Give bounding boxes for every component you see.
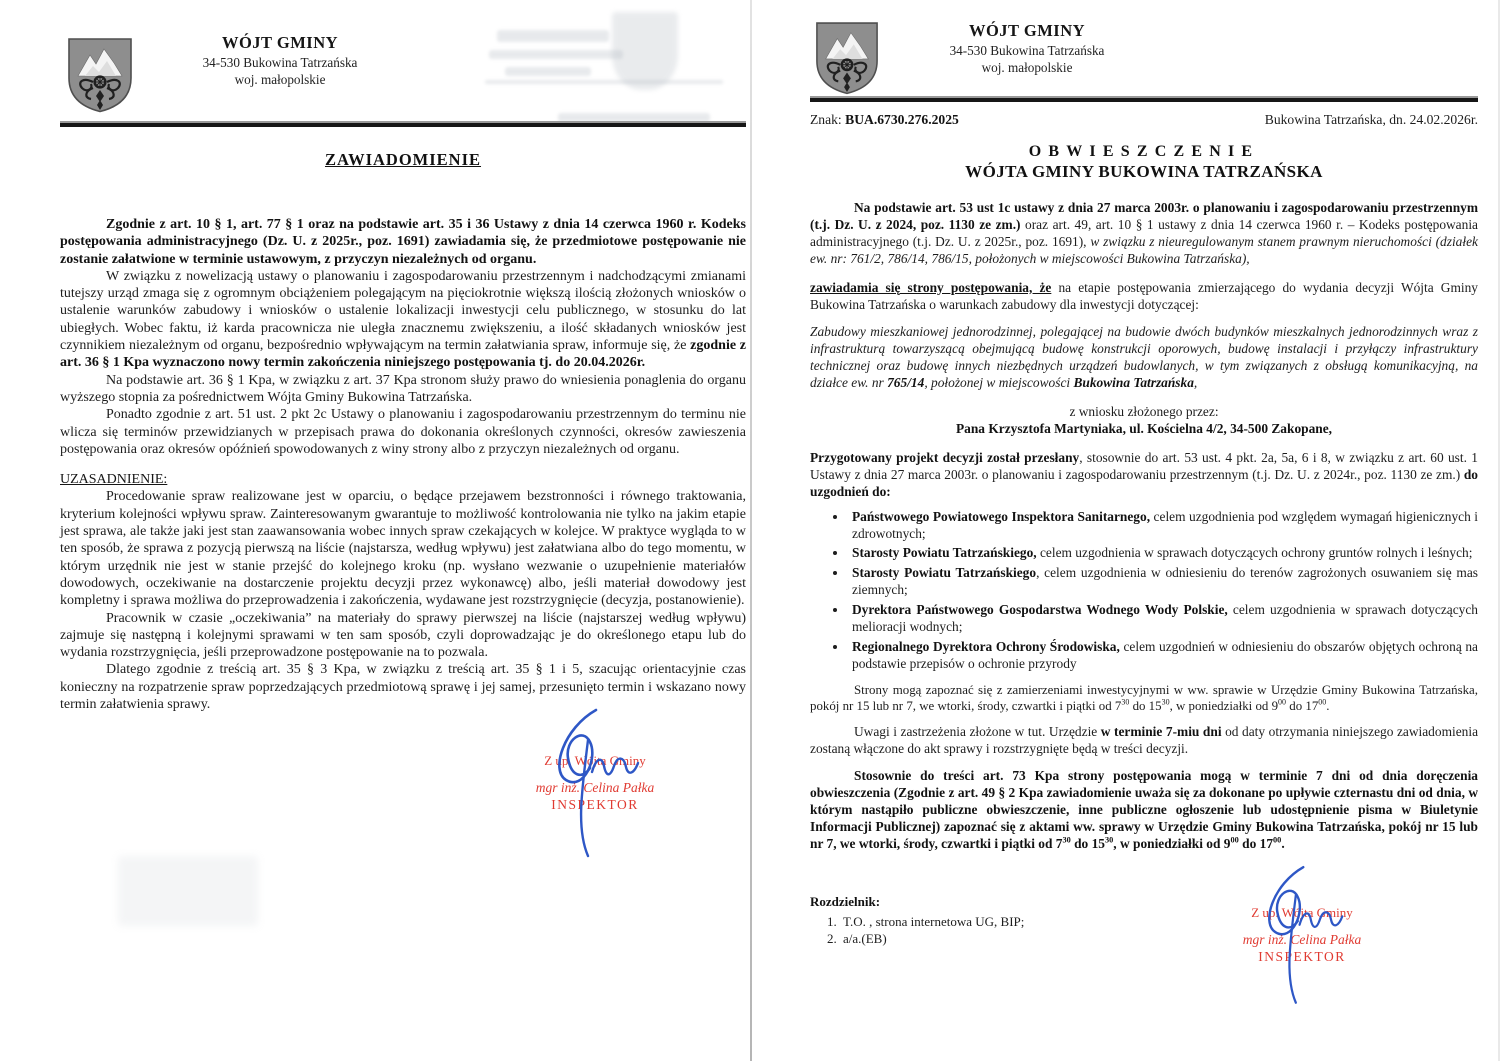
- document-title-line1: OBWIESZCZENIE: [1028, 143, 1260, 160]
- stamp-line-authority: Z up. Wójta Gminy: [544, 753, 646, 768]
- paragraph: Pracownik w czasie „oczekiwania” na materiały do sprawy pierwszej na liście (najstarszej według wpływu) zajmuje się następną i kolejnymi sprawami w ten sam sposób, czyli doprowadzając je do określonego etapu lub do wydania rozstrzygnięcia, jeśli przeprowadzone postępowanie na to pozwala.: [60, 610, 746, 661]
- agreement-list: [810, 509, 1478, 673]
- authority-address: 34-530 Bukowina Tatrzańska: [949, 42, 1105, 58]
- bleed-through-ghost: [497, 30, 609, 42]
- list-item: • Regionalnego Dyrektora Ochrony Środowiska, celem uzgodnień w odniesieniu do obszarów objętych ochroną na podstawie przepisów o ochronie przyrody: [848, 639, 1478, 673]
- letterhead: [140, 32, 420, 89]
- distribution-item: 2. a/a.(EB): [840, 930, 1210, 947]
- bleed-through-ghost: [118, 856, 258, 926]
- paragraph: W związku z nowelizacją ustawy o planowaniu i zagospodarowaniu przestrzennym i nadchodzącymi zmianami tutejszy urząd zmaga się z ogromnym obciążeniem polegającym na pięciokrotnie większą ilością złożonych wniosków o ustalenie warunków zabudowy i wniosków o ustalenie lokalizacji inwestycji celu publicznego, w stosunku do lat ubiegłych. Wobec faktu, iż karda pracownicza nie uległa znacznemu zwiększeniu, a ilość składanych wniosków jest czynnikiem niezależnym od organu, bezpośrednio wpływającym na termin załatwiania spraw, informuje się, że zgodnie z art. 36 § 1 Kpa wyznaczono nowy termin zakończenia niniejszego postępowania tj. do 20.04.2026r.: [60, 268, 746, 371]
- coat-of-arms-icon: [814, 20, 880, 96]
- place-and-date: Bukowina Tatrzańska, dn. 24.02.2026r.: [1264, 112, 1478, 127]
- bleed-through-ghost: [505, 67, 591, 76]
- applicant-name: Pana Krzysztofa Martyniaka, ul. Kościelna 4/2, 34-500 Zakopane,: [955, 420, 1333, 436]
- list-item: • Starosty Powiatu Tatrzańskiego, celem uzgodnienia w sprawach dotyczących ochrony gruntów rolnych i leśnych;: [848, 545, 1478, 562]
- bleed-through-ghost: [485, 80, 723, 84]
- paragraph: Na podstawie art. 53 ust 1c ustawy z dnia 27 marca 2003r. o planowaniu i zagospodarowaniu przestrzennym (t.j. Dz. U. z 2024, poz. 1130 ze zm.) oraz art. 49, art. 10 § 1 ustawy z dnia 14 czerwca 1960 r. – Kodeks postępowania administracyjnego (t.j. Dz. U. z 2025r., poz. 1691), w związku z nieuregulowanym stanem prawnym nieruchomości (działek ew. nr: 761/2, 786/14, 786/15, położonych w miejscowości Bukowina Tatrzańska),: [810, 200, 1478, 266]
- authority-name: WÓJT GMINY: [968, 21, 1086, 40]
- paragraph: Strony mogą zapoznać się z zamierzeniami inwestycyjnymi w ww. sprawie w Urzędzie Gminy Bukowina Tatrzańska, pokój nr 15 lub nr 7, we wtorki, środy, czwartki i piątki od $7^{30}$ do $15^{30}$, w poniedziałki od $9^{00}$ do $17^{00}$.: [810, 682, 1478, 713]
- stamp-line-name: mgr inż. Celina Pałka: [535, 780, 655, 795]
- bleed-through-ghost: [558, 113, 710, 122]
- paragraph: Dlatego zgodnie z treścią art. 35 § 3 Kpa, w związku z treścią art. 35 § 1 i 5, szacując orientacyjnie czas konieczny na rozpatrzenie spraw poprzedzających przedmiotową sprawę i jej samej, przesunięto termin i wskazano nowy termin załatwienia sprawy.: [60, 662, 746, 713]
- distribution-label: Rozdzielnik:: [810, 894, 881, 909]
- document-title-line2: WÓJTA GMINY BUKOWINA TATRZAŃSKA: [965, 162, 1323, 181]
- handwritten-signature: [530, 700, 670, 865]
- document-title: ZAWIADOMIENIE: [324, 150, 482, 169]
- document-body: [60, 216, 746, 713]
- document-body: [810, 200, 1478, 853]
- handwritten-signature: [1242, 852, 1372, 1017]
- case-number: Znak: BUA.6730.276.2025: [810, 112, 959, 127]
- distribution-list: [810, 893, 1210, 947]
- list-item: • Państwowego Powiatowego Inspektora Sanitarnego, celem uzgodnienia pod względem wymagań higienicznych i zdrowotnych;: [848, 509, 1478, 543]
- paragraph: Procedowanie spraw realizowane jest w oparciu, o będące przejawem bezstronności i równego traktowania, kryterium kolejności wpływu spraw. Zainteresowanym gwarantuje to możliwość kontrolowania nie tylko na jakim etapie jest sprawa, ale także jaki jest stan zaawansowania wobec innych spraw czekających w kolejce. W praktyce wygląda to w ten sposób, że sprawa z pozycją pierwszą na liście (najstarsza, według wpływu) jest załatwiana albo do tego momentu, w którym urzędnik nie jest w stanie przejść do kolejnego kroku (np. wysłano wezwanie o uzupełnienie materiałów dowodowych, oczekiwanie na dostarczenie projektu decyzji przez wykonawcę) albo, jeśli materiał dowodowy jest kompletny i sprawa możliwa do przeprowadzenia i zakończenia, wydawane jest rozstrzygnięcie (decyzja, postanowienie).: [60, 489, 746, 609]
- paragraph: Na podstawie art. 36 § 1 Kpa, w związku z art. 37 Kpa stronom służy prawo do wniesienia ponaglenia do organu wyższego stopnia za pośrednictwem Wójta Gminy Bukowina Tatrzańska.: [60, 372, 746, 405]
- page-obwieszczenie: [752, 0, 1500, 1061]
- paragraph: Ponadto zgodnie z art. 51 ust. 2 pkt 2c Ustawy o planowaniu i zagospodarowaniu przestrzennym do terminu nie wlicza się terminów przewidzianych w przepisach prawa do dokonania określonych czynności, okresów zawieszenia postępowania oraz okresów opóźnień spowodowanych z winy strony albo z przyczyn niezależnych od organu.: [60, 407, 746, 457]
- list-item: • Starosty Powiatu Tatrzańskiego, celem uzgodnienia w odniesieniu do terenów zagrożonych osuwaniem się mas ziemnych;: [848, 565, 1478, 599]
- authority-name: WÓJT GMINY: [221, 33, 339, 52]
- paragraph: zawiadamia się strony postępowania, że na etapie postępowania zmierzającego do wydania decyzji Wójta Gminy Bukowina Tatrzańska o warunkach zabudowy dla inwestycji dotyczącej:: [810, 279, 1478, 312]
- authority-address: 34-530 Bukowina Tatrzańska: [202, 54, 358, 70]
- distribution-item: 1. T.O. , strona internetowa UG, BIP;: [840, 913, 1210, 930]
- stamp-line-name: mgr inż. Celina Pałka: [1242, 932, 1362, 947]
- stamp-line-authority: Z up. Wójta Gminy: [1251, 905, 1353, 920]
- section-heading: UZASADNIENIE:: [60, 472, 168, 488]
- letterhead: [882, 20, 1172, 77]
- bleed-through-ghost: [489, 50, 623, 59]
- document-title: [810, 143, 1478, 182]
- list-item: • Dyrektora Państwowego Gospodarstwa Wodnego Wody Polskie, celem uzgodnienia w sprawach dotyczących melioracji wodnych;: [848, 602, 1478, 636]
- header-rule: [60, 123, 746, 127]
- paragraph: Przygotowany projekt decyzji został przesłany, stosownie do art. 53 ust. 4 pkt. 2a, 5a, 6 i 8, w związku z art. 60 ust. 1 Ustawy z dnia 27 marca 2003r. o planowaniu i zagospodarowaniu przestrzennym (t.j. Dz. U. z 2024r., poz. 1130 ze zm.) do uzgodnień do:: [810, 449, 1478, 499]
- paragraph: Zgodnie z art. 10 § 1, art. 77 § 1 oraz na podstawie art. 35 i 36 Ustawy z dnia 14 czerwca 1960 r. Kodeks postępowania administracyjnego (Dz. U. z 2025r., poz. 1691) zawiadamia się, że przedmiotowe postępowanie nie zostanie załatwione w terminie ustawowym, z przyczyn niezależnych od organu.: [60, 217, 746, 267]
- stamp-line-position: INSPEKTOR: [551, 797, 639, 812]
- applicant-intro: z wniosku złożonego przez:: [1069, 404, 1219, 420]
- stamp-line-position: INSPEKTOR: [1258, 949, 1346, 964]
- coat-of-arms-icon: [66, 36, 134, 114]
- header-rule: [810, 98, 1478, 102]
- authority-region: woj. małopolskie: [981, 60, 1073, 76]
- paragraph: Uwagi i zastrzeżenia złożone w tut. Urzędzie w terminie 7-miu dni od daty otrzymania niniejszego zawiadomienia zostaną włączone do akt sprawy i rozstrzygnięte będą w treści decyzji.: [810, 724, 1479, 757]
- reference-row: [810, 112, 1478, 128]
- authority-region: woj. małopolskie: [234, 72, 326, 88]
- paragraph: Stosownie do treści art. 73 Kpa strony postępowania mogą w terminie 7 dni od dnia doręczenia obwieszczenia (Zgodnie z art. 49 § 2 Kpa zawiadomienie uważa się za dokonane po upływie czternastu dni od dnia, w którym nastąpiło publiczne obwieszczenie, inne publiczne ogłoszenie lub udostępnienie pisma w Biuletynie Informacji Publicznej) zapoznać się z aktami ww. sprawy w Urzędzie Gminy Bukowina Tatrzańska, pokój nr 15 lub nr 7, we wtorki, środy, czwartki i piątki od $7^{30}$ do $15^{30}$, w poniedziałki od $9^{00}$ do $17^{00}$.: [810, 767, 1478, 851]
- paragraph: Zabudowy mieszkaniowej jednorodzinnej, polegającej na budowie dwóch budynków mieszkalnych jednorodzinnych wraz z infrastrukturą towarzyszącą obejmującą budowę konstrukcji oporowych, budowę instalacji i przyłączy infrastruktury technicznej oraz budowę innych niezbędnych urządzeń budowlanych, w tym związanych z obsługą komunikacyjną, na działce ew. nr 765/14, położonej w miejscowości Bukowina Tatrzańska,: [810, 324, 1478, 391]
